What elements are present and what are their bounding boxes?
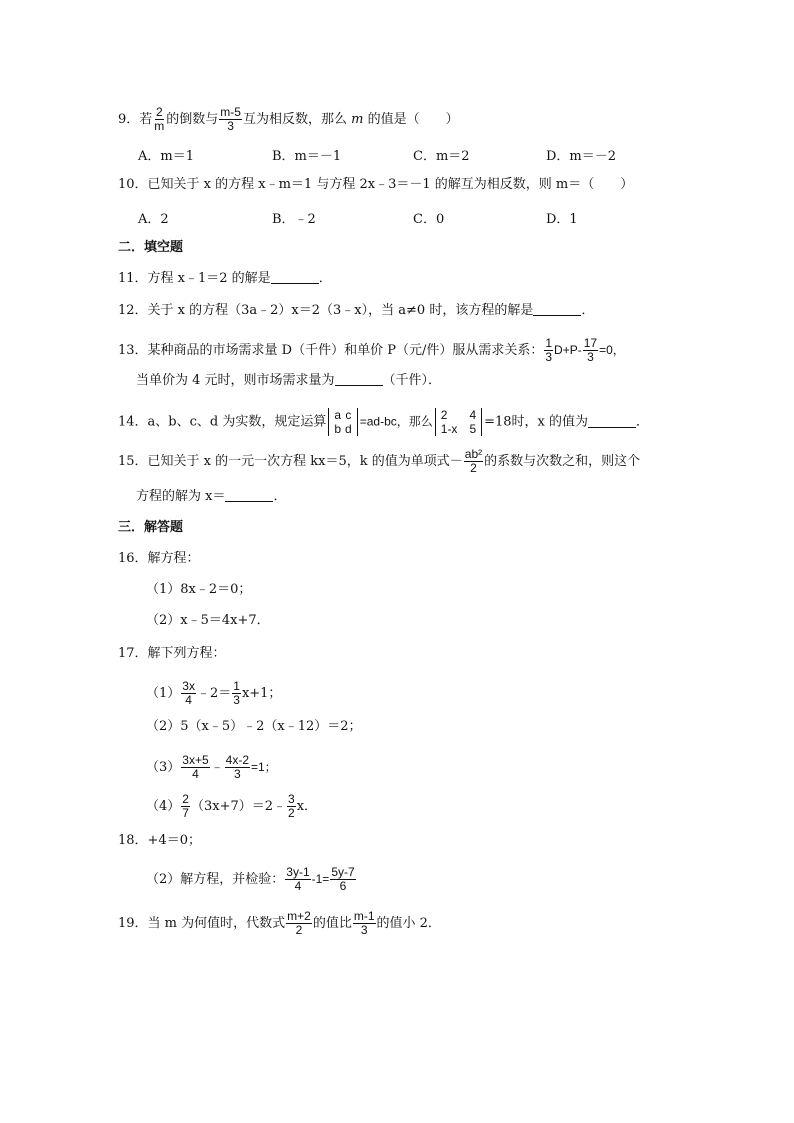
q14-determinant-given: 2 1-x 4 5	[435, 408, 482, 436]
q13-fraction-1: $\frac{1}{3}$	[545, 336, 553, 364]
question-18: 18．+4＝0；	[118, 833, 201, 848]
q17-1-fraction-1: $\frac{3x}{4}$	[182, 679, 195, 707]
question-15	[118, 448, 640, 475]
q12-text: 12．关于 x 的方程（3a﹣2）x＝2（3﹣x），当 a≠0 时，该方程的解是	[118, 303, 534, 318]
q14-period: ．	[636, 414, 650, 430]
q17-3-fraction-2: $\frac{4x-2}{3}$	[225, 753, 249, 781]
question-17-title: 17．解下列方程：	[118, 646, 226, 661]
q13-expr-mid: D+P-	[554, 343, 582, 357]
question-19: 19．当 m 为何值时，代数式 $\frac{m+2}{2}$ 的值比 $\frac{m-1}{3}$ 的值小 2．	[118, 909, 441, 937]
q9-fraction-1: $\frac{2}{m}$	[154, 105, 165, 133]
q14-definition-text: =ad-bc，那么	[359, 414, 433, 429]
q11-answer-blank[interactable]	[271, 283, 319, 284]
question-9	[118, 106, 459, 133]
q18-fraction-1: $\frac{3y-1}{4}$	[286, 865, 310, 893]
q9-text-mid: 的倒数与	[166, 112, 219, 127]
q15-period: ．	[273, 489, 287, 504]
section-solve-heading: 三．解答题	[118, 520, 184, 535]
q15-fraction: $\frac{\text{ab²}}{2}$	[464, 447, 483, 475]
q9-text-post: 互为相反数，那么	[242, 112, 347, 127]
q15-text: 15．已知关于 x 的一元一次方程 kx＝5，k 的值为单项式－	[118, 454, 463, 469]
question-18-item-2: （2）解方程，并检验： $\frac{3y-1}{4}$ -1= $\frac{5y-7}{6}$	[146, 865, 355, 893]
q10-option-b: B．﹣2	[272, 212, 316, 227]
q14-answer-blank[interactable]	[588, 427, 636, 428]
question-13-line-2	[136, 372, 441, 390]
q15-text-post: 的系数与次数之和，则这个	[484, 454, 641, 469]
q9-option-d: D．m＝－2	[546, 149, 617, 164]
q9-fraction-2: $\frac{m-5}{3}$	[220, 105, 241, 133]
q17-3-fraction-1: $\frac{3x+5}{4}$	[182, 753, 209, 781]
question-11	[118, 270, 332, 288]
q13-answer-blank[interactable]	[335, 385, 383, 386]
q17-4-fraction-2: $\frac{3}{2}$	[288, 792, 295, 820]
q17-4-fraction-1: $\frac{2}{7}$	[182, 792, 189, 820]
q18-fraction-2: $\frac{5y-7}{6}$	[331, 865, 355, 893]
question-15-line-2	[136, 488, 286, 506]
section-fill-blank-heading: 二．填空题	[118, 240, 184, 255]
q9-option-a: A．m＝1	[138, 149, 194, 164]
q13-text: 13．某种商品的市场需求量 D（千件）和单价 P（元/件）服从需求关系：	[118, 343, 544, 358]
q11-period: ．	[318, 271, 332, 286]
question-16-item-1: （1）8x﹣2＝0；	[146, 582, 252, 597]
q9-text-pre: 9．若	[118, 112, 153, 127]
q14-text-post: =18时，x 的值为	[484, 414, 589, 430]
q14-determinant-definition: a b c d	[328, 408, 357, 436]
q12-period: ．	[581, 303, 595, 318]
question-17-item-1: （1） $\frac{3x}{4}$ ﹣2＝ $\frac{1}{3}$ x+1；	[146, 679, 282, 707]
question-10: 10．已知关于 x 的方程 x﹣m＝1 与方程 2x﹣3＝－1 的解互为相反数，则 m＝（ ）	[118, 177, 634, 192]
question-12	[118, 302, 594, 320]
q19-fraction-1: $\frac{m+2}{2}$	[287, 909, 311, 937]
q17-1-fraction-2: $\frac{1}{3}$	[233, 679, 240, 707]
question-16-item-2: （2）x﹣5＝4x+7．	[146, 613, 270, 628]
q14-text: 14．a、b、c、d 为实数，规定运算	[118, 414, 327, 430]
q9-option-b: B．m＝－1	[272, 149, 342, 164]
q13-fraction-2: $\frac{17}{3}$	[583, 336, 598, 364]
q15-line2-text: 方程的解为 x＝	[136, 489, 226, 504]
question-17-item-2: （2）5（x﹣5）﹣2（x﹣12）＝2；	[146, 719, 362, 734]
question-16-title: 16．解方程：	[118, 551, 200, 566]
question-17-item-3: （3） $\frac{3x+5}{4}$ ﹣ $\frac{4x-2}{3}$ =1；	[146, 753, 277, 781]
q9-variable: m	[351, 112, 364, 127]
q10-option-c: C．0	[413, 212, 445, 227]
q13-line2-text: 当单价为 4 元时，则市场需求量为	[136, 373, 335, 388]
question-17-item-4: （4） $\frac{2}{7}$ （3x+7）＝2﹣ $\frac{3}{2}$ x．	[146, 792, 318, 820]
q11-text: 11．方程 x﹣1＝2 的解是	[118, 271, 271, 286]
q9-option-c: C．m＝2	[413, 149, 470, 164]
q12-answer-blank[interactable]	[533, 315, 581, 316]
q9-text-end: 的值是（ ）	[367, 112, 459, 127]
q15-answer-blank[interactable]	[225, 501, 273, 502]
question-13	[118, 337, 625, 364]
question-14	[118, 408, 649, 436]
q10-option-a: A．2	[138, 212, 169, 227]
q10-option-d: D．1	[546, 212, 578, 227]
q13-line2-unit: （千件）．	[382, 373, 442, 388]
q13-expr-end: =0，	[599, 343, 625, 357]
q19-fraction-2: $\frac{m-1}{3}$	[353, 909, 375, 937]
